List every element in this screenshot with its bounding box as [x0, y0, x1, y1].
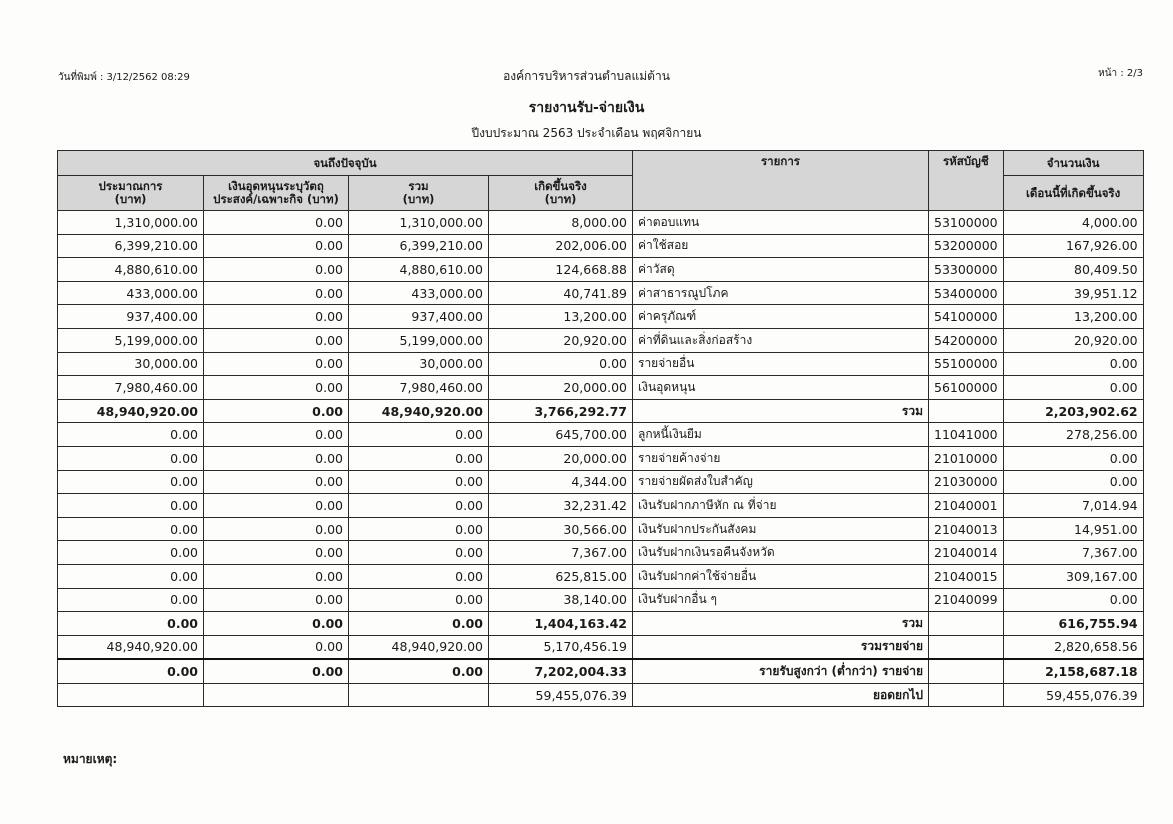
total-cell: 937,400.00: [349, 305, 489, 329]
actual-cell: 625,815.00: [489, 564, 633, 588]
budget-cell: 0.00: [58, 588, 204, 612]
month-amount-cell: 2,820,658.56: [1003, 635, 1143, 659]
month-amount-cell: 0.00: [1003, 352, 1143, 376]
budget-cell: 30,000.00: [58, 352, 204, 376]
table-row: [58, 541, 1144, 565]
month-amount-cell: 20,920.00: [1003, 328, 1143, 352]
month-amount-cell: 616,755.94: [1003, 612, 1143, 636]
subsidy-cell: 0.00: [204, 234, 349, 258]
table-row: [58, 423, 1144, 447]
item-cell: รายจ่ายอื่น: [633, 352, 929, 376]
total-cell: 5,199,000.00: [349, 328, 489, 352]
budget-cell: 0.00: [58, 659, 204, 683]
actual-cell: 40,741.89: [489, 281, 633, 305]
table-row: [58, 281, 1144, 305]
organization-name: องค์การบริหารส่วนตำบลแม่ต้าน: [503, 69, 670, 83]
actual-cell: 59,455,076.39: [489, 683, 633, 707]
item-cell: เงินรับฝากประกันสังคม: [633, 517, 929, 541]
actual-cell: 38,140.00: [489, 588, 633, 612]
total-header: รวม (บาท): [349, 176, 489, 211]
actual-cell: 30,566.00: [489, 517, 633, 541]
account-code-cell: 11041000: [929, 423, 1004, 447]
budget-cell: 1,310,000.00: [58, 211, 204, 235]
subsidy-cell: 0.00: [204, 635, 349, 659]
account-code-cell: 21040013: [929, 517, 1004, 541]
table-row: [58, 470, 1144, 494]
subsidy-cell: 0.00: [204, 376, 349, 400]
account-code-cell: 21040014: [929, 541, 1004, 565]
subsidy-cell: 0.00: [204, 541, 349, 565]
actual-cell: 13,200.00: [489, 305, 633, 329]
receipts-payments-table: [57, 150, 1144, 707]
month-amount-cell: 13,200.00: [1003, 305, 1143, 329]
subsidy-cell: 0.00: [204, 517, 349, 541]
item-cell: ลูกหนี้เงินยืม: [633, 423, 929, 447]
actual-cell: 124,668.88: [489, 258, 633, 282]
subsidy-cell: 0.00: [204, 588, 349, 612]
item-cell: รายจ่ายค้างจ่าย: [633, 446, 929, 470]
actual-cell: 32,231.42: [489, 494, 633, 518]
total-cell: 7,980,460.00: [349, 376, 489, 400]
budget-cell: 937,400.00: [58, 305, 204, 329]
summary-label-cell: รายรับสูงกว่า (ต่ำกว่า) รายจ่าย: [633, 659, 929, 683]
report-title: รายงานรับ-จ่ายเงิน: [528, 100, 645, 116]
account-code-cell: 53200000: [929, 234, 1004, 258]
budget-cell: 0.00: [58, 612, 204, 636]
item-cell: ค่าที่ดินและสิ่งก่อสร้าง: [633, 328, 929, 352]
month-amount-cell: 59,455,076.39: [1003, 683, 1143, 707]
table-row: [58, 305, 1144, 329]
total-cell: 0.00: [349, 541, 489, 565]
table-row: [58, 612, 1144, 636]
subsidy-cell: 0.00: [204, 305, 349, 329]
budget-cell: 0.00: [58, 541, 204, 565]
item-cell: ค่าครุภัณฑ์: [633, 305, 929, 329]
actual-cell: 202,006.00: [489, 234, 633, 258]
actual-cell: 4,344.00: [489, 470, 633, 494]
total-cell: 0.00: [349, 588, 489, 612]
month-amount-cell: 14,951.00: [1003, 517, 1143, 541]
actual-cell: 20,000.00: [489, 376, 633, 400]
print-date: วันที่พิมพ์ : 3/12/2562 08:29: [58, 72, 190, 83]
subsidy-cell: 0.00: [204, 352, 349, 376]
subsidy-cell: 0.00: [204, 423, 349, 447]
total-cell: 1,310,000.00: [349, 211, 489, 235]
actual-header: เกิดขึ้นจริง (บาท): [489, 176, 633, 211]
summary-label-cell: รวม: [633, 399, 929, 423]
account-code-cell: [929, 635, 1004, 659]
actual-cell: 0.00: [489, 352, 633, 376]
subsidy-cell: 0.00: [204, 328, 349, 352]
total-cell: 48,940,920.00: [349, 635, 489, 659]
month-amount-cell: 167,926.00: [1003, 234, 1143, 258]
subsidy-cell: 0.00: [204, 399, 349, 423]
table-row: [58, 659, 1144, 683]
table-row: [58, 211, 1144, 235]
subsidy-header: เงินอุดหนุนระบุวัตถุ ประสงค์/เฉพาะกิจ (บาท): [204, 176, 349, 211]
subsidy-cell: 0.00: [204, 659, 349, 683]
table-row: [58, 352, 1144, 376]
summary-label-cell: ยอดยกไป: [633, 683, 929, 707]
budget-cell: 48,940,920.00: [58, 635, 204, 659]
item-cell: รายจ่ายผัดส่งใบสำคัญ: [633, 470, 929, 494]
account-code-cell: 21030000: [929, 470, 1004, 494]
actual-cell: 7,202,004.33: [489, 659, 633, 683]
budget-cell: 6,399,210.00: [58, 234, 204, 258]
table-row: [58, 564, 1144, 588]
budget-cell: 0.00: [58, 470, 204, 494]
total-cell: 0.00: [349, 470, 489, 494]
actual-cell: 20,000.00: [489, 446, 633, 470]
total-cell: 433,000.00: [349, 281, 489, 305]
summary-label-cell: รวมรายจ่าย: [633, 635, 929, 659]
item-cell: เงินรับฝากค่าใช้จ่ายอื่น: [633, 564, 929, 588]
month-amount-cell: 7,014.94: [1003, 494, 1143, 518]
account-code-cell: 21040015: [929, 564, 1004, 588]
account-code-cell: 56100000: [929, 376, 1004, 400]
budget-cell: 433,000.00: [58, 281, 204, 305]
total-cell: 0.00: [349, 564, 489, 588]
total-cell: 0.00: [349, 517, 489, 541]
budget-cell: [58, 683, 204, 707]
item-cell: เงินรับฝากเงินรอคืนจังหวัด: [633, 541, 929, 565]
month-amount-cell: 309,167.00: [1003, 564, 1143, 588]
subsidy-cell: 0.00: [204, 612, 349, 636]
account-code-cell: 21040001: [929, 494, 1004, 518]
subsidy-cell: 0.00: [204, 494, 349, 518]
total-cell: 0.00: [349, 423, 489, 447]
total-cell: 48,940,920.00: [349, 399, 489, 423]
item-cell: เงินอุดหนุน: [633, 376, 929, 400]
item-cell: ค่าใช้สอย: [633, 234, 929, 258]
actual-cell: 7,367.00: [489, 541, 633, 565]
budget-cell: 0.00: [58, 423, 204, 447]
account-code-cell: 55100000: [929, 352, 1004, 376]
item-cell: เงินรับฝากอื่น ๆ: [633, 588, 929, 612]
budget-cell: 48,940,920.00: [58, 399, 204, 423]
item-cell: ค่าตอบแทน: [633, 211, 929, 235]
total-cell: 0.00: [349, 659, 489, 683]
item-header: รายการ: [633, 151, 929, 211]
table-row: [58, 635, 1144, 659]
table-row: [58, 376, 1144, 400]
total-cell: 0.00: [349, 612, 489, 636]
month-amount-cell: 0.00: [1003, 588, 1143, 612]
account-code-cell: 54200000: [929, 328, 1004, 352]
subsidy-cell: 0.00: [204, 258, 349, 282]
total-cell: 6,399,210.00: [349, 234, 489, 258]
month-amount-cell: 0.00: [1003, 470, 1143, 494]
subsidy-cell: 0.00: [204, 470, 349, 494]
item-cell: ค่าสาธารณูปโภค: [633, 281, 929, 305]
table-row: [58, 328, 1144, 352]
subsidy-cell: 0.00: [204, 564, 349, 588]
month-amount-cell: 0.00: [1003, 446, 1143, 470]
month-amount-cell: 2,203,902.62: [1003, 399, 1143, 423]
account-code-cell: 53300000: [929, 258, 1004, 282]
item-cell: เงินรับฝากภาษีหัก ณ ที่จ่าย: [633, 494, 929, 518]
table-row: [58, 517, 1144, 541]
actual-cell: 8,000.00: [489, 211, 633, 235]
table-row: [58, 683, 1144, 707]
account-code-cell: 21010000: [929, 446, 1004, 470]
note-label: หมายเหตุ:: [63, 752, 118, 766]
month-actual-header: เดือนนี้ที่เกิดขึ้นจริง: [1003, 176, 1143, 211]
total-cell: 4,880,610.00: [349, 258, 489, 282]
account-code-cell: 53400000: [929, 281, 1004, 305]
month-amount-cell: 7,367.00: [1003, 541, 1143, 565]
account-code-cell: [929, 612, 1004, 636]
budget-cell: 0.00: [58, 564, 204, 588]
page-number: หน้า : 2/3: [1098, 68, 1143, 79]
budget-cell: 7,980,460.00: [58, 376, 204, 400]
total-cell: 30,000.00: [349, 352, 489, 376]
table-row: [58, 258, 1144, 282]
account-code-cell: [929, 399, 1004, 423]
actual-cell: 5,170,456.19: [489, 635, 633, 659]
budget-cell: 4,880,610.00: [58, 258, 204, 282]
table-row: [58, 399, 1144, 423]
subsidy-cell: [204, 683, 349, 707]
actual-cell: 20,920.00: [489, 328, 633, 352]
subsidy-cell: 0.00: [204, 281, 349, 305]
month-amount-cell: 0.00: [1003, 376, 1143, 400]
summary-label-cell: รวม: [633, 612, 929, 636]
report-subtitle: ปีงบประมาณ 2563 ประจำเดือน พฤศจิกายน: [471, 126, 702, 140]
month-amount-cell: 278,256.00: [1003, 423, 1143, 447]
account-code-cell: 54100000: [929, 305, 1004, 329]
item-cell: ค่าวัสดุ: [633, 258, 929, 282]
subsidy-cell: 0.00: [204, 446, 349, 470]
account-code-cell: 21040099: [929, 588, 1004, 612]
to-date-group-header: จนถึงปัจจุบัน: [58, 151, 633, 176]
table-row: [58, 446, 1144, 470]
budget-cell: 0.00: [58, 494, 204, 518]
actual-cell: 645,700.00: [489, 423, 633, 447]
table-row: [58, 234, 1144, 258]
month-amount-cell: 39,951.12: [1003, 281, 1143, 305]
account-code-header: รหัสบัญชี: [929, 151, 1004, 211]
total-cell: 0.00: [349, 446, 489, 470]
table-row: [58, 588, 1144, 612]
account-code-cell: [929, 659, 1004, 683]
budget-cell: 0.00: [58, 517, 204, 541]
actual-cell: 3,766,292.77: [489, 399, 633, 423]
month-amount-cell: 80,409.50: [1003, 258, 1143, 282]
budget-header: ประมาณการ (บาท): [58, 176, 204, 211]
actual-cell: 1,404,163.42: [489, 612, 633, 636]
total-cell: [349, 683, 489, 707]
table-row: [58, 494, 1144, 518]
total-cell: 0.00: [349, 494, 489, 518]
month-amount-cell: 4,000.00: [1003, 211, 1143, 235]
month-amount-cell: 2,158,687.18: [1003, 659, 1143, 683]
budget-cell: 0.00: [58, 446, 204, 470]
account-code-cell: 53100000: [929, 211, 1004, 235]
amount-header: จำนวนเงิน: [1003, 151, 1143, 176]
budget-cell: 5,199,000.00: [58, 328, 204, 352]
subsidy-cell: 0.00: [204, 211, 349, 235]
account-code-cell: [929, 683, 1004, 707]
